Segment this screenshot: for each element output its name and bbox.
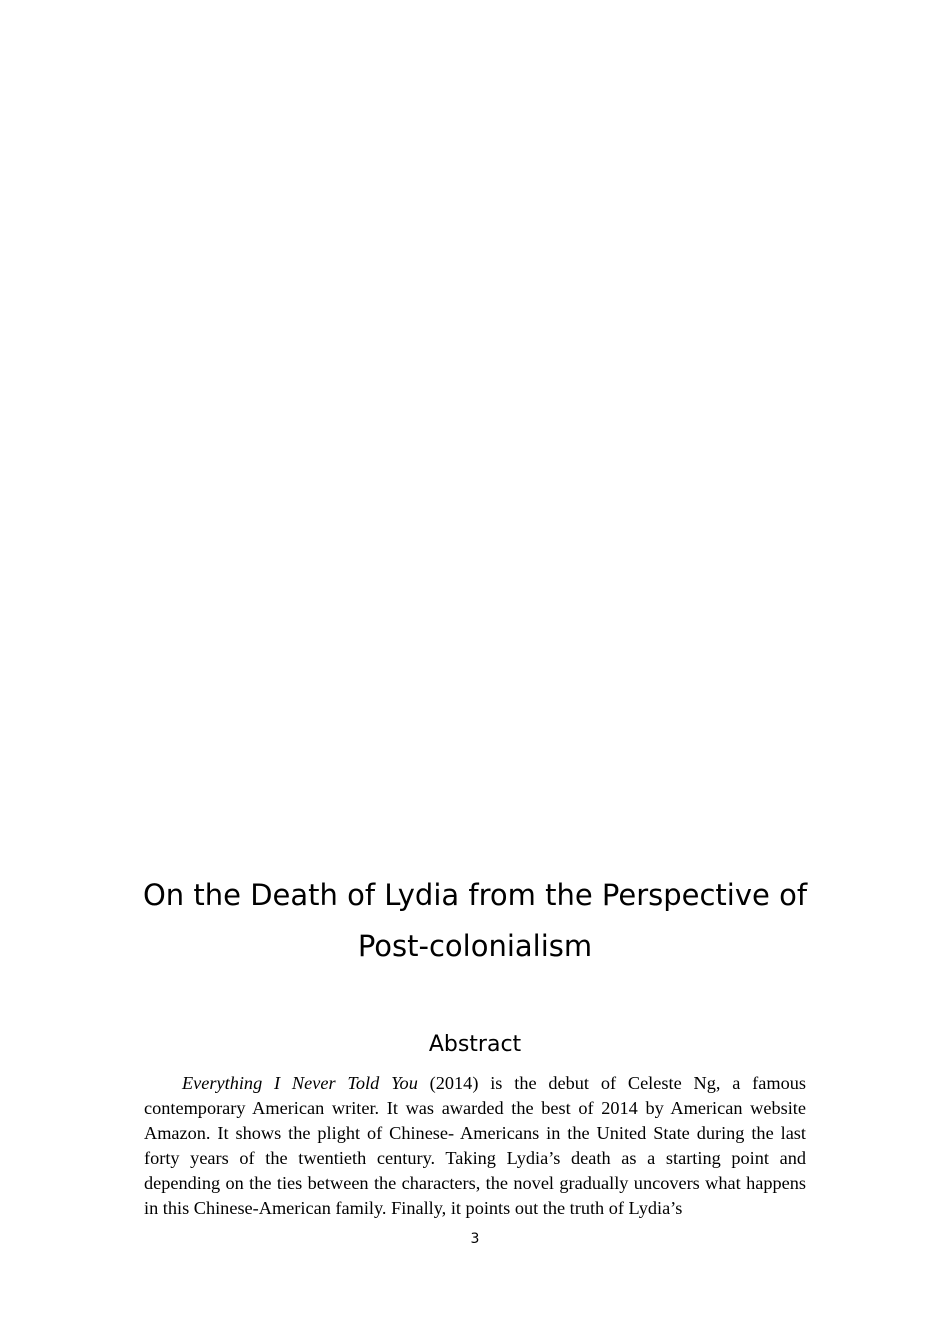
abstract-text: (2014) is the debut of Celeste Ng, a famous contemporary American writer. It was awarded the best of 2014 by American website Amazon. It shows the plight of Chinese- Americans in the United State during the last forty years of the twentieth century. Taking Lydia’s death as a starting point and depending on the ties between the characters, the novel gradually uncovers what happens in this Chinese-American family. Finally, it points out the truth of Lydia’s — [144, 1073, 806, 1218]
title-line-1: On the Death of Lydia from the Perspective of — [142, 878, 808, 912]
page-number: 3 — [470, 1231, 480, 1247]
title-line-2: Post-colonialism — [357, 929, 593, 963]
abstract-heading: Abstract — [428, 1032, 522, 1057]
book-title: Everything I Never Told You — [182, 1073, 418, 1093]
abstract-paragraph — [144, 1071, 806, 1223]
document-title — [100, 870, 850, 972]
